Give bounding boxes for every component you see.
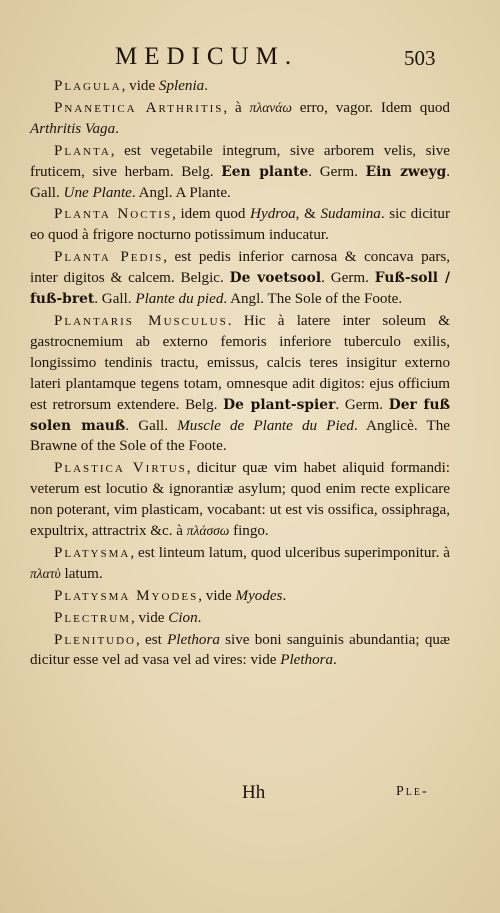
headword: Plantaris Musculus — [54, 312, 228, 329]
french-term: Plante du pied — [135, 291, 224, 308]
cross-reference: Sudamina — [320, 206, 381, 223]
cross-reference: Plethora — [280, 652, 334, 669]
belgian-term: De plant-spier — [223, 396, 336, 413]
entry-pnanetica-arthritis: Pnanetica Arthritis, à πλανάω erro, vagor. Idem quod Arthritis Vaga. — [30, 99, 450, 137]
headword: Platysma — [54, 544, 131, 561]
greek-etymon: πλατὺ — [30, 565, 61, 581]
entry-plantaris-musculus: Plantaris Musculus. Hic à latere inter soleum & gastrocnemium ab externo femoris inferiore tuberculo exilis, longissimo tendinis tractu, emissus, calcis teres insigitur externo lateri plantamque tegens totam, omnesque adit digitos: ejus officium est retrorsum extendere. Belg. De plant-spier. Germ. Der fuß solen mauß. Gall. Muscle de Plante du Pied. Anglicè. The Brawne of the Sole of the Foote. — [30, 312, 451, 455]
headword: Planta — [54, 142, 111, 159]
headword: Plenitudo — [54, 631, 136, 648]
entry-platysma: Platysma, est linteum latum, quod ulceribus superimponitur. à πλατὺ latum. — [30, 544, 450, 582]
entry-planta: Planta, est vegetabile integrum, sive arborem velis, sive fruticem, sive herbam. Belg. Een plante. Germ. Ein zweyg. Gall. Une Plante. Angl. A Plante. — [30, 142, 451, 201]
headword: Pnanetica Arthritis — [54, 99, 224, 116]
entry-planta-noctis: Planta Noctis, idem quod Hydroa, & Sudamina. sic dicitur eo quod à frigore nocturno potissimum inducatur. — [30, 206, 450, 244]
page-header — [0, 42, 500, 72]
cross-reference: Cion — [168, 609, 198, 626]
greek-etymon: πλάσσω — [186, 523, 230, 539]
german-term: Ein zweyg — [365, 163, 447, 180]
cross-reference: Hydroa — [250, 206, 296, 223]
entry-plenitudo: Plenitudo, est Plethora sive boni sanguinis abundantia; quæ dicitur esse vel ad vasa vel ad vires: vide Plethora. — [30, 631, 450, 669]
headword: Plectrum — [54, 609, 131, 626]
cross-reference: Plethora — [167, 631, 220, 648]
dictionary-body — [30, 76, 450, 671]
headword: Platysma Myodes — [54, 587, 199, 604]
headword: Planta Noctis — [54, 206, 173, 223]
cross-reference: Splenia — [158, 78, 205, 94]
entry-plastica-virtus: Plastica Virtus, dicitur quæ vim habet aliquid formandi: veterum est locutio & ignorantiæ asylum; quod enim recte explicare non poterant, vim plasticam, vocabant: ut est vis ossifica, ossiphraga, expultrix, attractrix &c. à πλάσσω fingo. — [30, 460, 450, 540]
headword: Planta Pedis — [54, 249, 164, 266]
signature-mark: Hh — [242, 782, 266, 803]
french-term: Une Plante — [63, 184, 132, 201]
entry-platysma-myodes: Platysma Myodes, vide Myodes. — [54, 587, 287, 604]
cross-reference: Arthritis Vaga — [30, 120, 116, 137]
catchword: Ple- — [396, 784, 429, 799]
cross-reference: Myodes — [235, 587, 283, 604]
german-term: Der fuß solen mauß — [30, 396, 450, 434]
entry-plectrum: Plectrum, vide Cion. — [54, 609, 202, 626]
entry-plagula: Plagula, vide Splenia. — [54, 78, 208, 94]
page-footer — [0, 782, 500, 808]
greek-etymon: πλανάω — [249, 99, 292, 115]
page-number: 503 — [404, 46, 436, 70]
headword: Plastica Virtus — [54, 460, 187, 477]
belgian-term: De voetsool — [229, 270, 322, 287]
headword: Plagula — [54, 78, 122, 94]
entry-planta-pedis: Planta Pedis, est pedis inferior carnosa & concava pars, inter digitos & calcem. Belgic. De voetsool. Germ. Fuß-soll / fuß-bret. Gall. Plante du pied. Angl. The Sole of the Foote. — [30, 249, 450, 308]
belgian-term: Een plante — [221, 163, 309, 180]
french-term: Muscle de Plante du Pied — [177, 417, 354, 434]
german-term: Fuß-soll / fuß-bret — [30, 270, 450, 308]
running-head: MEDICUM. — [115, 43, 299, 70]
